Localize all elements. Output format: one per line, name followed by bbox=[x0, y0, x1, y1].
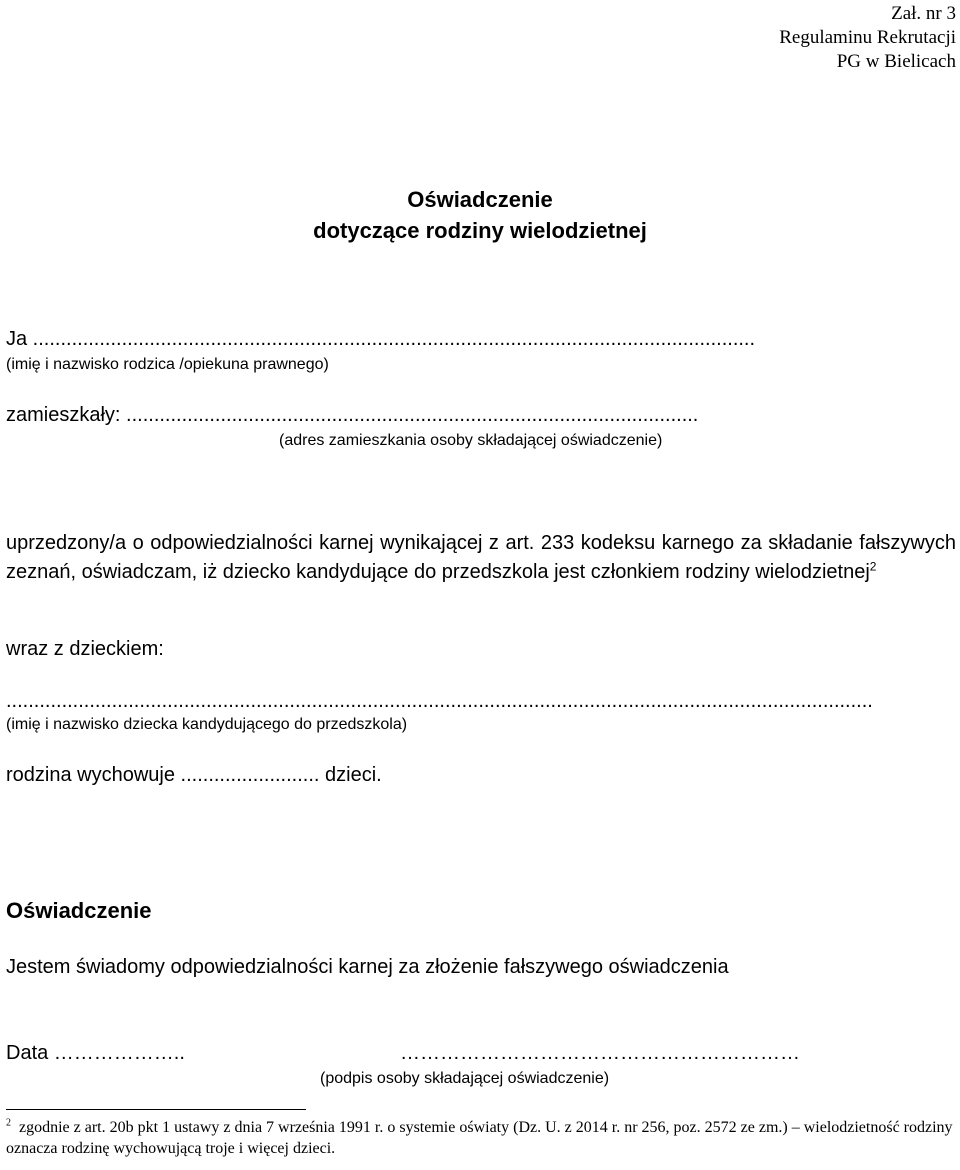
declaration-text: Jestem świadomy odpowiedzialności karnej za złożenie fałszywego oświadczenia bbox=[6, 956, 729, 978]
child-name-field[interactable]: ............................................................................................................................................................ bbox=[6, 690, 873, 712]
attachment-header bbox=[779, 2, 956, 74]
child-name-caption: (imię i nazwisko dziecka kandydującego do przedszkola) bbox=[6, 716, 408, 733]
signature-caption: (podpis osoby składającej oświadczenie) bbox=[320, 1070, 610, 1087]
parent-name-field[interactable]: Ja .................................................................................................................................. bbox=[6, 328, 756, 350]
attachment-number: Zał. nr 3 bbox=[891, 3, 956, 24]
document-subtitle: dotyczące rodziny wielodzietnej bbox=[313, 218, 647, 243]
address-caption: (adres zamieszkania osoby składającej oświadczenie) bbox=[279, 432, 663, 449]
footnote-number: 2 bbox=[6, 1117, 11, 1129]
signature-field[interactable]: …………………………………………………… bbox=[400, 1042, 800, 1064]
footnote-separator bbox=[6, 1109, 306, 1110]
children-count-field[interactable]: rodzina wychowuje ......................... dzieci. bbox=[6, 764, 382, 786]
declaration-heading: Oświadczenie bbox=[6, 898, 152, 923]
date-field[interactable]: Data ……………….. bbox=[6, 1042, 185, 1064]
statement-paragraph bbox=[6, 529, 956, 587]
attachment-school: PG w Bielicach bbox=[836, 51, 956, 72]
footnote-reference: 2 bbox=[869, 559, 877, 574]
document-title: Oświadczenie bbox=[407, 187, 553, 212]
statement-text: uprzedzony/a o odpowiedzialności karnej wynikającej z art. 233 kodeksu karnego za składanie fałszywych zeznań, oświadczam, iż dziecko kandydujące do przedszkola jest członkiem rodziny wielodzietnej bbox=[6, 532, 956, 583]
with-child-label: wraz z dzieckiem: bbox=[6, 638, 164, 660]
parent-name-caption: (imię i nazwisko rodzica /opiekuna prawnego) bbox=[6, 356, 329, 373]
address-field[interactable]: zamieszkały: ....................................................................................................... bbox=[6, 404, 699, 426]
footnote-text: zgodnie z art. 20b pkt 1 ustawy z dnia 7 września 1991 r. o systemie oświaty (Dz. U. z 2014 r. nr 256, poz. 2572 ze zm.) – wielodzietność rodziny oznacza rodzinę wychowującą troje i więcej dzieci. bbox=[6, 1119, 953, 1157]
attachment-regulation: Regulaminu Rekrutacji bbox=[779, 27, 956, 48]
footnote bbox=[6, 1117, 958, 1159]
